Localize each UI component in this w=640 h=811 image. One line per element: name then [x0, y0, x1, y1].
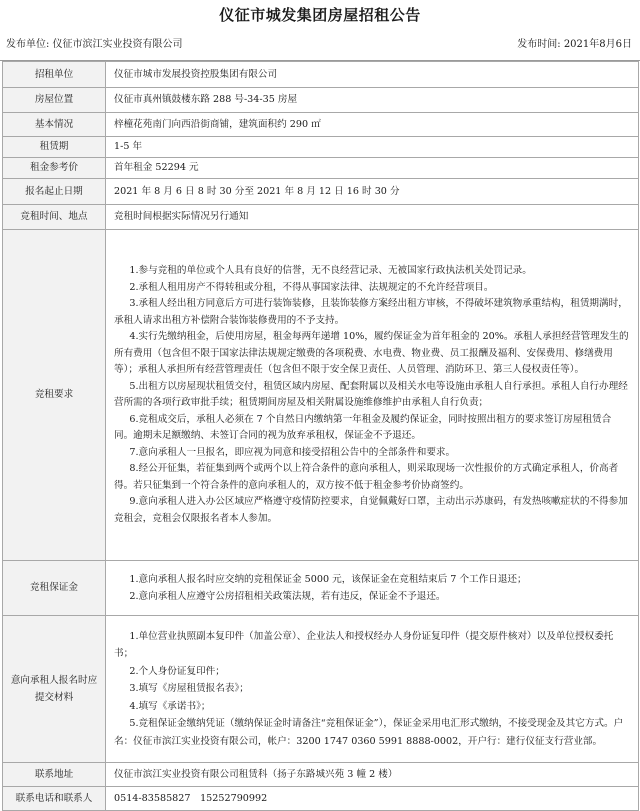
requirement-item: 5.出租方以房屋现状租赁交付，租赁区域内房屋、配套附属以及相关水电等设施由承租人自行承担。承租人自行办理经营所需的各项行政审批手续；租赁期间房屋及相关附属设施维修维护由承租人自行负责； — [114, 380, 628, 408]
basic-value: 梓橦花苑南门向西沿街商铺，建筑面积约 290 ㎡ — [106, 113, 639, 137]
location-label: 房屋位置 — [3, 88, 106, 113]
material-item: 5.竞租保证金缴纳凭证（缴纳保证金时请备注“竞租保证金”），保证金采用电汇形式缴纳，不接受现金及其它方式。户名：仪征市滨江实业投资有限公司，帐户：3200 1747 0360 5991 8888-0002，开户行：建行仪征支行营业部。 — [114, 718, 624, 747]
term-value: 1-5 年 — [106, 137, 639, 158]
deposit-item: 2.意向承租人应遵守公房招租相关政策法规，若有违反，保证金不予退还。 — [129, 591, 446, 602]
address-label: 联系地址 — [3, 763, 106, 787]
bid-time-place-value: 竞租时间根据实际情况另行通知 — [106, 205, 639, 230]
address-value: 仪征市滨江实业投资有限公司租赁科（扬子东路城兴苑 3 幢 2 楼） — [106, 763, 639, 787]
row-deposit — [3, 561, 639, 616]
deposit-item: 1.意向承租人报名时应交纳的竞租保证金 5000 元，该保证金在竞租结束后 7 个工作日退还； — [129, 573, 527, 585]
requirement-item: 4.实行先缴纳租金，后使用房屋，租金每两年递增 10%，履约保证金为首年租金的 20%。承租人承担经营管理发生的所有费用（包含但不限于国家法律法规规定缴费的各项税费、水电费、物业费、员工报酬及福利、安保费用、修缮费用等）；承租人承担所有经营管理责任（包含但不限于安全保卫责任、人员管理、消防环卫、第三人侵权责任等）。 — [114, 331, 629, 375]
bid-time-place-label: 竞租时间、地点 — [3, 205, 106, 230]
basic-label: 基本情况 — [3, 113, 106, 137]
reference-price-value: 首年租金 52294 元 — [106, 158, 639, 179]
material-item: 4.填写《承诺书》； — [129, 700, 211, 712]
requirement-item: 9.意向承租人进入办公区域应严格遵守疫情防控要求，自觉佩戴好口罩，主动出示苏康码，有发热咳嗽症状的不得参加竞租会，竞租会仅限报名者本人参加。 — [114, 496, 628, 524]
publish-time: 发布时间: 2021年8月6日 — [517, 39, 632, 50]
requirement-item: 8.经公开征集，若征集到两个或两个以上符合条件的意向承租人，则采取现场一次性报价的方式确定承租人，价高者得。若只征集到一个符合条件的意向承租人的，双方按不低于租金参考价协商签约。 — [114, 463, 619, 491]
requirement-item: 1.参与竞租的单位或个人具有良好的信誉，无不良经营记录、无被国家行政执法机关处罚记录。 — [129, 265, 532, 276]
material-item: 1.单位营业执照副本复印件（加盖公章）、企业法人和授权经办人身份证复印件（提交原件核对）以及单位授权委托书； — [114, 630, 614, 660]
lessor-value: 仪征市城市发展投资控股集团有限公司 — [106, 62, 639, 88]
requirements-label: 竞租要求 — [3, 230, 106, 561]
row-signup-dates — [3, 179, 639, 205]
signup-dates-label: 报名起止日期 — [3, 179, 106, 205]
materials-label: 意向承租人报名时应提交材料 — [3, 616, 106, 763]
row-term — [3, 137, 639, 158]
requirement-item: 6.竞租成交后，承租人必须在 7 个自然日内缴纳第一年租金及履约保证金，同时按照出租方的要求签订房屋租赁合同。逾期未足额缴纳、未签订合同的视为放弃承租权，保证金不予退还。 — [114, 413, 612, 441]
row-contact — [3, 787, 639, 811]
requirement-item: 3.承租人经出租方同意后方可进行装饰装修，且装饰装修方案经出租方审核，不得破坏建筑物承重结构，租赁期满时，承租人请求出租方补偿附合装饰装修费用的不予支持。 — [114, 298, 628, 326]
contact-value: 0514-83585827 15252790992 — [106, 787, 639, 811]
page-title: 仪征市城发集团房屋招租公告 — [219, 6, 421, 24]
row-lessor — [3, 62, 639, 88]
term-label: 租赁期 — [3, 137, 106, 158]
material-item: 2.个人身份证复印件； — [129, 665, 225, 677]
material-item: 3.填写《房屋租赁报名表》； — [129, 683, 249, 695]
materials-list — [106, 616, 639, 763]
requirements-list — [106, 230, 639, 561]
contact-label: 联系电话和联系人 — [3, 787, 106, 811]
row-address — [3, 763, 639, 787]
deposit-label: 竞租保证金 — [3, 561, 106, 616]
row-basic — [3, 113, 639, 137]
reference-price-label: 租金参考价 — [3, 158, 106, 179]
row-location — [3, 88, 639, 113]
requirement-item: 7.意向承租人一旦报名，即应视为同意和接受招租公告中的全部条件和要求。 — [129, 446, 456, 458]
publish-meta — [6, 36, 632, 54]
row-reference-price — [3, 158, 639, 179]
publisher: 发布单位: 仪征市滨江实业投资有限公司 — [6, 39, 183, 50]
row-requirements — [3, 230, 639, 561]
requirement-item: 2.承租人租用房产不得转租或分租，不得从事国家法律、法规规定的不允许经营项目。 — [129, 281, 494, 293]
location-value: 仪征市真州镇鼓楼东路 288 号-34-35 房屋 — [106, 88, 639, 113]
row-materials — [3, 616, 639, 763]
rental-info-table — [2, 61, 639, 811]
row-bid-time-place — [3, 205, 639, 230]
signup-dates-value: 2021 年 8 月 6 日 8 时 30 分至 2021 年 8 月 12 日 16 时 30 分 — [106, 179, 639, 205]
lessor-label: 招租单位 — [3, 62, 106, 88]
deposit-list — [106, 561, 639, 616]
